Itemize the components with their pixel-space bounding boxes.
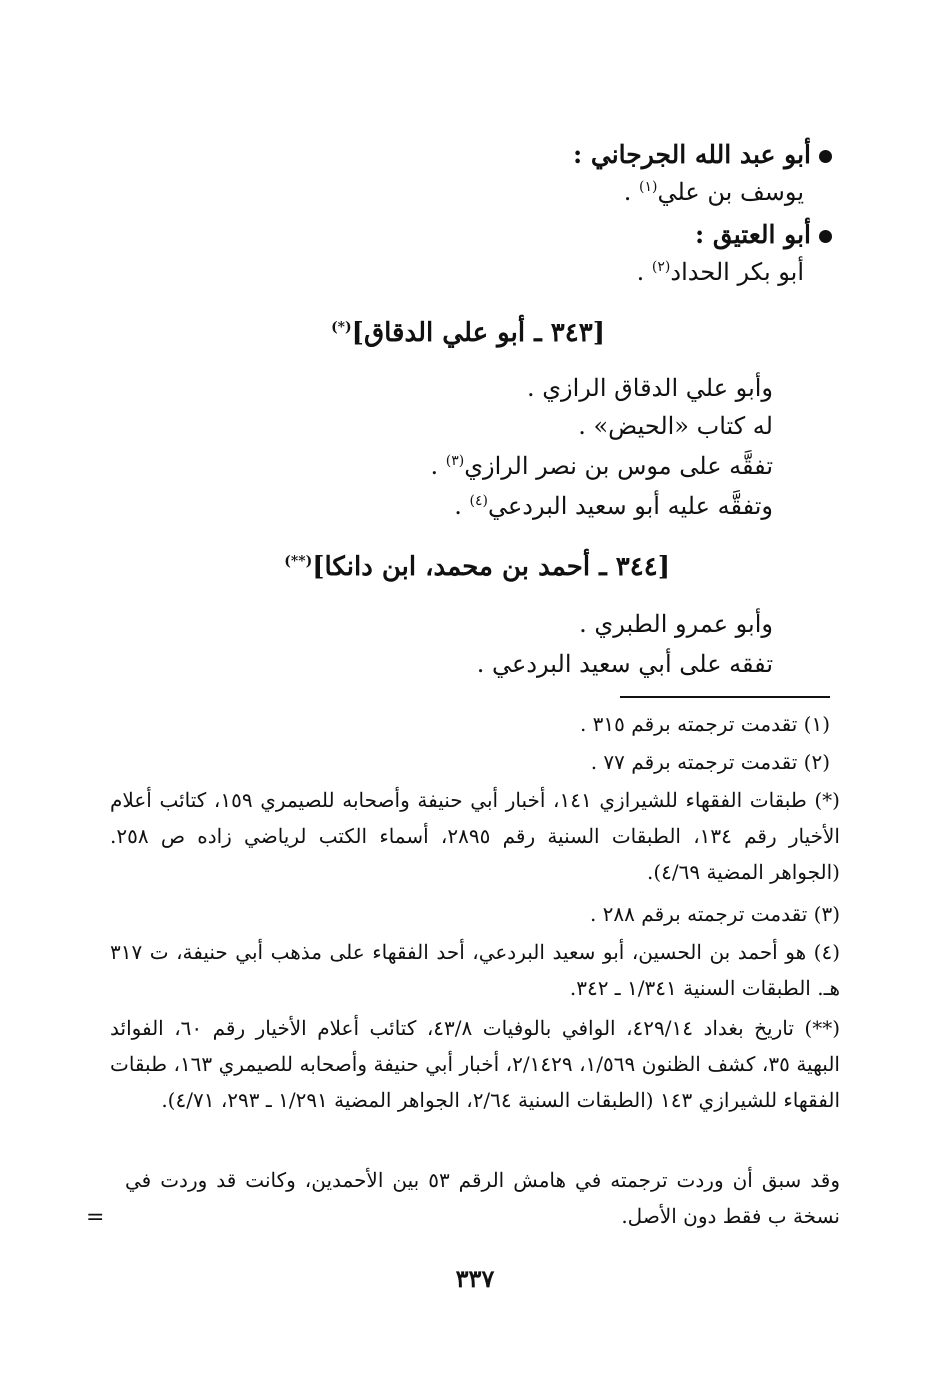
- bullet-icon: [819, 150, 832, 163]
- section-343-line-2: له كتاب «الحيض» .: [578, 412, 773, 440]
- entry-ateeq-text: أبو بكر الحداد$^{(٢)}$ .: [636, 258, 804, 286]
- section-344-heading: [٣٤٤ ـ أحمد بن محمد، ابن دانكا](**): [284, 552, 670, 582]
- bullet-icon: [819, 230, 832, 243]
- continuation-mark: =: [86, 1205, 105, 1230]
- section-344-line-1: وأبو عمرو الطبري .: [579, 610, 773, 638]
- page-number: ٣٣٧: [455, 1264, 495, 1293]
- footnote-star: (*) طبقات الفقهاء للشيرازي ١٤١، أخبار أبي حنيفة وأصحابه للصيمري ١٥٩، كتائب أعلام الأخيار رقم ١٣٤، الطبقات السنية رقم ٢٨٩٥، أسماء الكتب لرياضي زاده ص ٢٥٨. (الجواهر المضية ٤/٦٩).: [110, 788, 840, 884]
- entry-jurjani-heading: أبو عبد الله الجرجاني :: [573, 140, 832, 169]
- section-343-line-1: وأبو علي الدقاق الرازي .: [527, 374, 773, 402]
- footnote-4: (٤) هو أحمد بن الحسين، أبو سعيد البردعي، أحد الفقهاء على مذهب أبي حنيفة، ت ٣١٧ هـ. الطبقات السنية ١/٣٤١ ـ ٣٤٢.: [110, 940, 840, 1000]
- footnote-1: (١) تقدمت ترجمته برقم ٣١٥ .: [579, 712, 830, 736]
- entry-jurjani-text: يوسف بن علي$^{(١)}$ .: [623, 178, 804, 206]
- footnote-double-star: (**) تاريخ بغداد ٤٢٩/١٤، الوافي بالوفيات ٤٣/٨، كتائب أعلام الأخيار رقم ٦٠، الفوائد البهية ٣٥، كشف الظنون ١/٥٦٩، ٢/١٤٢٩، أخبار أبي حنيفة وأصحابه للصيمري ١٦٣، طبقات الفقهاء للشيرازي ١٤٣ (الطبقات السنية ٢/٦٤، الجواهر المضية ١/٢٩١ ـ ٢٩٣، ٤/٧١).: [110, 1016, 840, 1112]
- section-343-heading: [٣٤٣ ـ أبو علي الدقاق](*): [331, 318, 605, 348]
- section-343-line-3: تفقَّه على موس بن نصر الرازي$^{(٣)}$ .: [430, 452, 773, 480]
- section-344-line-2: تفقه على أبي سعيد البردعي .: [476, 650, 773, 678]
- footnote-ref: (٣): [445, 453, 465, 469]
- footnote-ref: (٢): [651, 259, 671, 275]
- footnote-ref: (١): [639, 179, 658, 195]
- footnote-ref: (**): [284, 553, 313, 570]
- footnote-ref: (*): [331, 319, 352, 336]
- section-343-line-4: وتفقَّه عليه أبو سعيد البردعي$^{(٤)}$ .: [454, 492, 773, 520]
- footnote-2: (٢) تقدمت ترجمته برقم ٧٧ .: [590, 750, 830, 774]
- footnote-note: وقد سبق أن وردت ترجمته في هامش الرقم ٥٣ بين الأحمدين، وكانت قد وردت في نسخة ب فقط دون الأصل.: [125, 1168, 840, 1228]
- footnote-ref: (٤): [469, 493, 488, 509]
- footnote-3: (٣) تقدمت ترجمته برقم ٢٨٨ .: [589, 902, 840, 926]
- footnote-separator: [620, 696, 830, 698]
- entry-ateeq-heading: أبو العتيق :: [695, 220, 832, 249]
